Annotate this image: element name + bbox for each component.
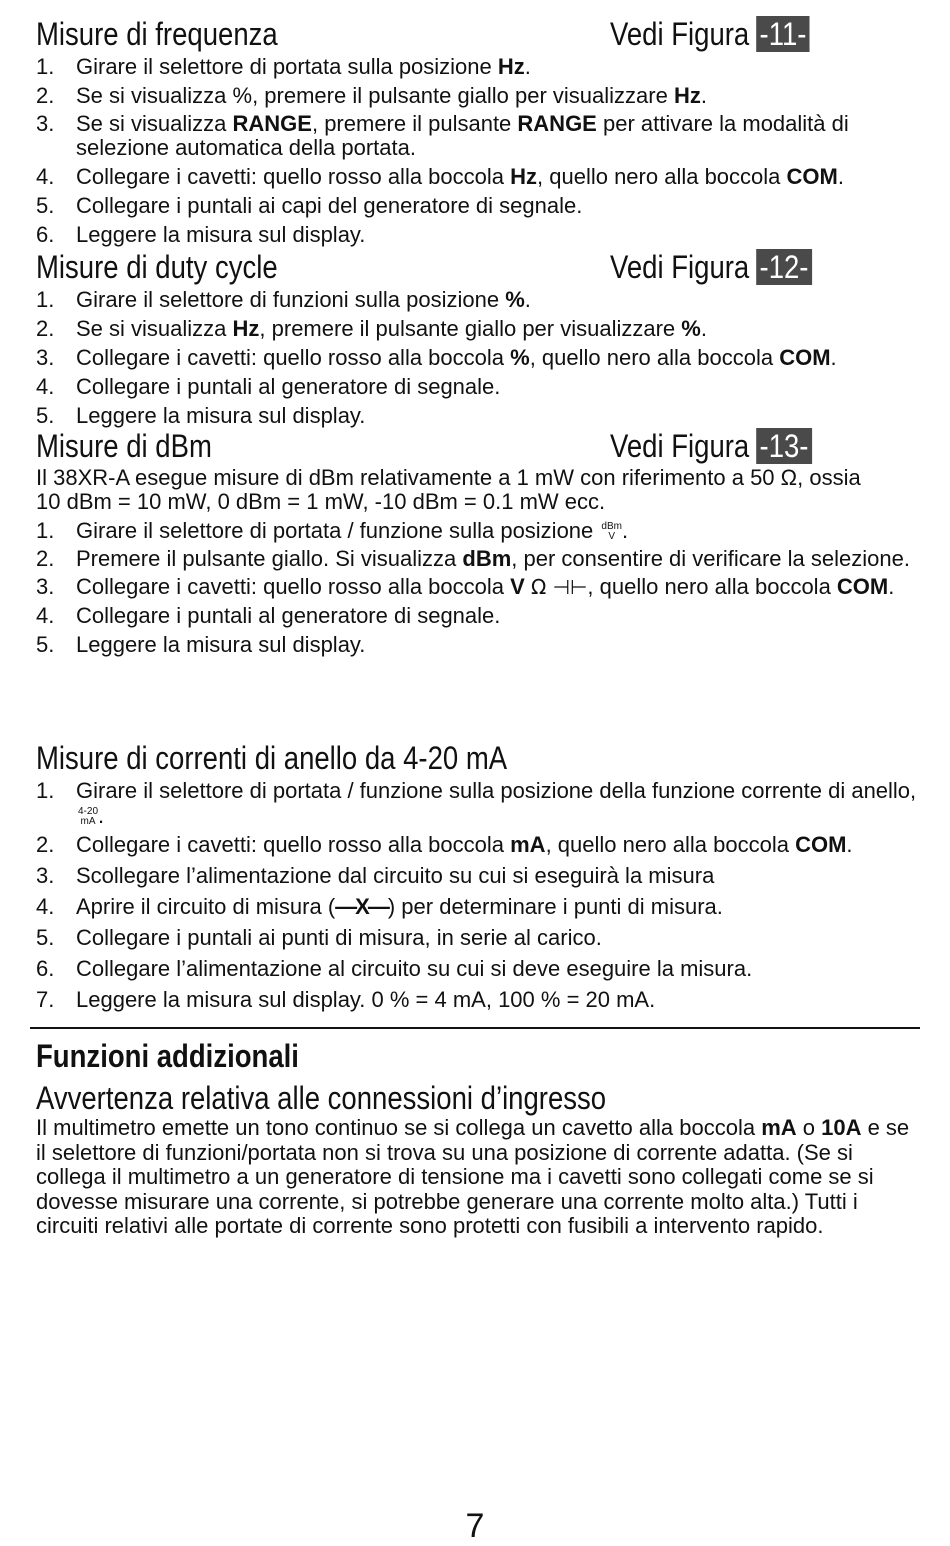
list-item: 3. Collegare i cavetti: quello rosso alla boccola %, quello nero alla boccola COM. (36, 345, 837, 370)
list-item: 2. Se si visualizza Hz, premere il pulsante giallo per visualizzare %. (36, 316, 707, 341)
list-item: 4. Aprire il circuito di misura (—X—) per determinare i punti di misura. (36, 894, 723, 919)
page-number: 7 (465, 1507, 485, 1545)
list-item: 3. Collegare i cavetti: quello rosso alla boccola V Ω ⊣⊢, quello nero alla boccola COM. (36, 574, 895, 599)
list-item: 7. Leggere la misura sul display. 0 % = 4 mA, 100 % = 20 mA. (36, 987, 656, 1012)
list-item: 6. Leggere la misura sul display. (36, 222, 366, 247)
list-item: 5. Leggere la misura sul display. (36, 403, 366, 428)
input-warning-text: Il multimetro emette un tono continuo se si collega un cavetto alla boccola mA o 10A e se il selettore di funzioni/portata non si trova su una posizione di corrente adatta. (Se si collega il multimetro a un generatore di tensione ma i cavetti sono collegati come se si dovesse misurare una corrente, si potrebbe generare una corrente molto alta.) Tutti i circuiti relativi alle portate di corrente sono protetti con fusibili a intervento rapido. (36, 1115, 910, 1238)
additional-functions-title: Funzioni addizionali (36, 1038, 299, 1074)
input-warning-title: Avvertenza relativa alle connessioni d’ingresso (36, 1080, 607, 1116)
list-item: 4. Collegare i puntali al generatore di segnale. (36, 374, 501, 399)
list-item: 2. Collegare i cavetti: quello rosso alla boccola mA, quello nero alla boccola COM. (36, 832, 853, 857)
list-item: 2. Se si visualizza %, premere il pulsante giallo per visualizzare Hz. (36, 83, 707, 108)
section-frequency (36, 16, 922, 251)
figure-number-badge: -13- (756, 428, 812, 464)
list-item: 4. Collegare i puntali al generatore di segnale. (36, 603, 501, 628)
list-item: 1. Girare il selettore di funzioni sulla posizione %. (36, 287, 531, 312)
list-item: 6. Collegare l’alimentazione al circuito su cui si deve eseguire la misura. (36, 956, 753, 981)
figure-number-badge: -11- (756, 16, 810, 52)
figure-reference: Vedi Figura -13- (610, 428, 812, 464)
section-title: Misure di duty cycle (36, 249, 278, 285)
dbm-formula: 10 dBm = 10 mW, 0 dBm = 1 mW, -10 dBm = 0.1 mW ecc. (36, 489, 606, 514)
figure-reference: Vedi Figura -11- (610, 16, 810, 52)
list-item: 3. Se si visualizza RANGE, premere il pulsante RANGE per attivare la modalità di selezione automatica della portata. (36, 111, 849, 160)
dbm-selector-icon: dBm V (601, 521, 622, 543)
section-duty-cycle (36, 249, 922, 432)
section-loop-current (36, 740, 922, 1016)
list-item: 2. Premere il pulsante giallo. Si visualizza dBm, per consentire di verificare la selezione. (36, 546, 910, 571)
list-item: 5. Leggere la misura sul display. (36, 632, 366, 657)
list-item: 3. Scollegare l’alimentazione dal circuito su cui si eseguirà la misura (36, 863, 715, 888)
section-title: Misure di correnti di anello da 4-20 mA (36, 740, 508, 776)
list-item: 5. Collegare i puntali ai capi del generatore di segnale. (36, 193, 583, 218)
steps-list (36, 287, 922, 428)
figure-reference: Vedi Figura -12- (610, 249, 812, 285)
dbm-intro: Il 38XR-A esegue misure di dBm relativamente a 1 mW con riferimento a 50 Ω, ossia (36, 465, 861, 490)
loop-current-icon: 4-20 mA (78, 806, 99, 828)
section-title: Misure di dBm (36, 428, 212, 464)
list-item: 1. Girare il selettore di portata sulla posizione Hz. (36, 54, 531, 79)
section-dbm (36, 428, 922, 661)
open-circuit-icon: —X— (335, 894, 388, 919)
list-item: 1. Girare il selettore di portata / funzione sulla posizione dBm V . (36, 518, 629, 543)
list-item: 5. Collegare i puntali ai punti di misura, in serie al carico. (36, 925, 602, 950)
section-divider (30, 1027, 920, 1029)
ohm-diode-icon: Ω ⊣⊢ (530, 575, 588, 599)
steps-list (36, 518, 922, 657)
list-item: 4. Collegare i cavetti: quello rosso alla boccola Hz, quello nero alla boccola COM. (36, 164, 844, 189)
figure-number-badge: -12- (756, 249, 812, 285)
steps-list (36, 778, 922, 1012)
section-title: Misure di frequenza (36, 16, 278, 52)
steps-list (36, 54, 922, 247)
list-item: 1. Girare il selettore di portata / funzione sulla posizione della funzione corrente di anello, 4-20 mA . (36, 778, 917, 828)
